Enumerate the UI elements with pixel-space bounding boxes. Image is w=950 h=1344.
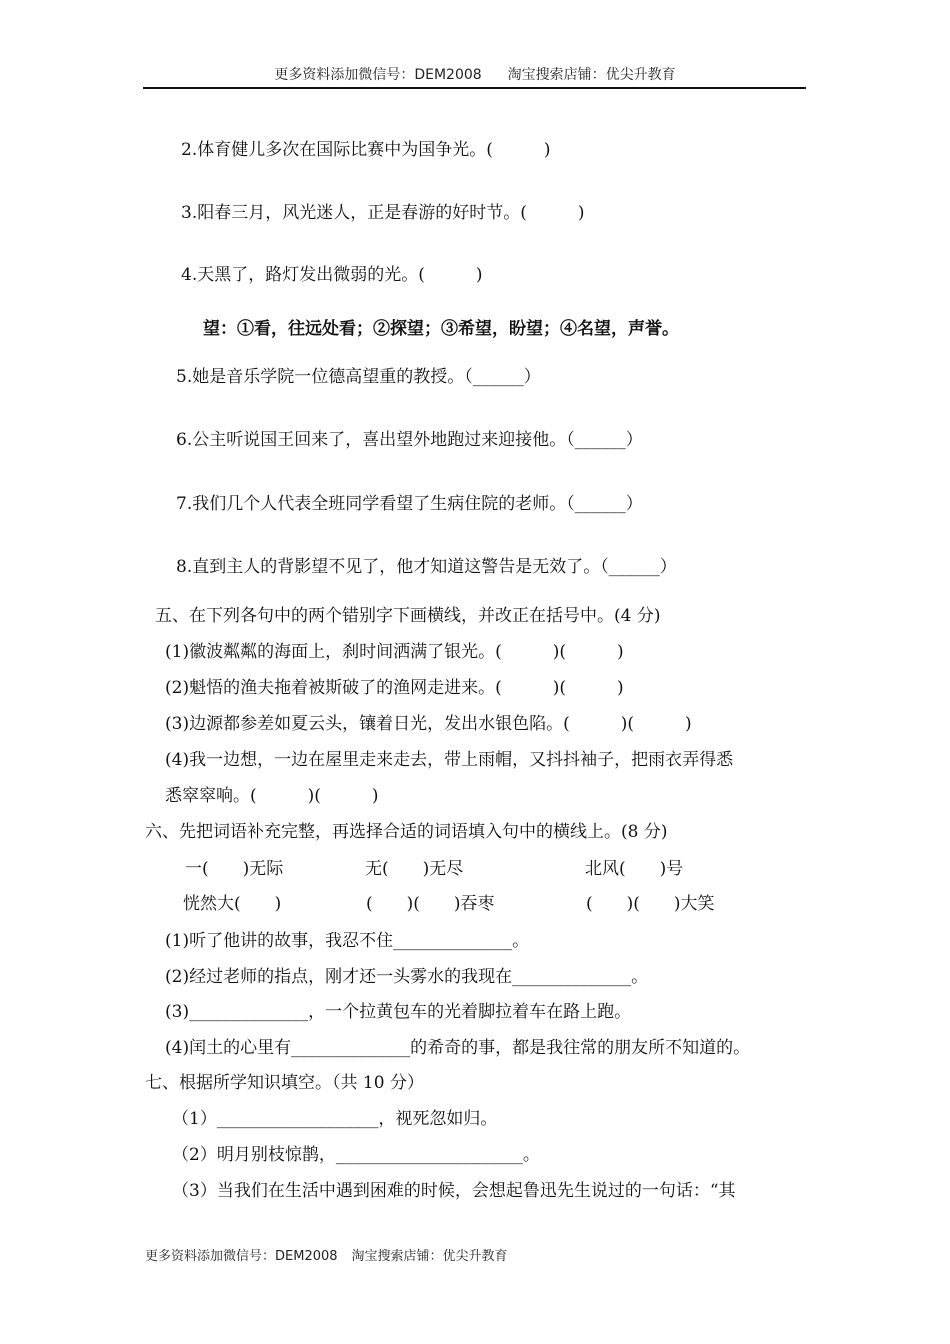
footer-shop: 淘宝搜索店铺：优尖升教育	[351, 1249, 508, 1264]
word-blank: 恍然大( )	[183, 894, 282, 914]
section-5-title: 五、在下列各句中的两个错别字下画横线，并改正在括号中。(4 分)	[155, 606, 661, 626]
word-blank: 无( )无尽	[365, 859, 464, 879]
header-shop: 淘宝搜索店铺：优尖升教育	[507, 67, 676, 83]
section-7-line: （1）___________________，视死忽如归。	[172, 1109, 498, 1129]
section-5-line: (1)徽波粼粼的海面上，刹时间洒满了银光。( )( )	[165, 642, 624, 662]
section-6-sentence: (4)闰土的心里有______________的希奇的事，都是我往常的朋友所不知道的。	[165, 1038, 751, 1058]
section-5-line: (2)魁悟的渔夫拖着被斯破了的渔网走进来。( )( )	[165, 678, 624, 698]
section-6-sentence: (2)经过老师的指点，刚才还一头雾水的我现在______________。	[165, 967, 649, 987]
section-5-line: (4)我一边想，一边在屋里走来走去，带上雨帽，又抖抖袖子，把雨衣弄得悉	[165, 750, 734, 770]
question-item-8: 8.直到主人的背影望不见了，他才知道这警告是无效了。（______）	[176, 557, 677, 577]
page-footer	[145, 1245, 508, 1264]
header-wechat: 更多资料添加微信号：DEM2008	[274, 67, 482, 83]
section-6-title: 六、先把词语补充完整，再选择合适的词语填入句中的横线上。(8 分)	[145, 822, 668, 842]
page-header	[0, 64, 950, 84]
question-item-3: 3.阳春三月，风光迷人，正是春游的好时节。( )	[181, 203, 585, 223]
section-6-sentence: (1)听了他讲的故事，我忍不住______________。	[165, 931, 530, 951]
section-7-line: （2）明月别枝惊鹊，______________________。	[172, 1145, 540, 1165]
word-blank: ( )( )吞枣	[366, 894, 495, 914]
question-item-7: 7.我们几个人代表全班同学看望了生病住院的老师。（______）	[176, 494, 643, 514]
question-item-5: 5.她是音乐学院一位德高望重的教授。（______）	[176, 367, 541, 387]
section-7-title: 七、根据所学知识填空。（共 10 分）	[145, 1073, 424, 1093]
word-blank: 一( )无际	[185, 859, 284, 879]
word-blank: 北风( )号	[585, 859, 684, 879]
question-item-2: 2.体育健儿多次在国际比赛中为国争光。( )	[181, 140, 551, 160]
question-item-4: 4.天黑了，路灯发出微弱的光。( )	[181, 265, 483, 285]
footer-wechat: 更多资料添加微信号：DEM2008	[145, 1249, 338, 1264]
section-7-line: （3）当我们在生活中遇到困难的时候，会想起鲁迅先生说过的一句话：“其	[172, 1181, 736, 1201]
section-5-line: (3)边源都参差如夏云头，镶着日光，发出水银色陷。( )( )	[165, 714, 692, 734]
definition-line: 望：①看，往远处看；②探望；③希望，盼望；④名望，声誉。	[203, 319, 679, 339]
header-rule	[143, 87, 806, 89]
section-6-sentence: (3)______________，一个拉黄包车的光着脚拉着车在路上跑。	[165, 1002, 632, 1022]
word-blank: ( )( )大笑	[586, 894, 715, 914]
question-item-6: 6.公主听说国王回来了，喜出望外地跑过来迎接他。（______）	[176, 430, 643, 450]
section-5-line: 悉窣窣响。( )( )	[165, 786, 379, 806]
